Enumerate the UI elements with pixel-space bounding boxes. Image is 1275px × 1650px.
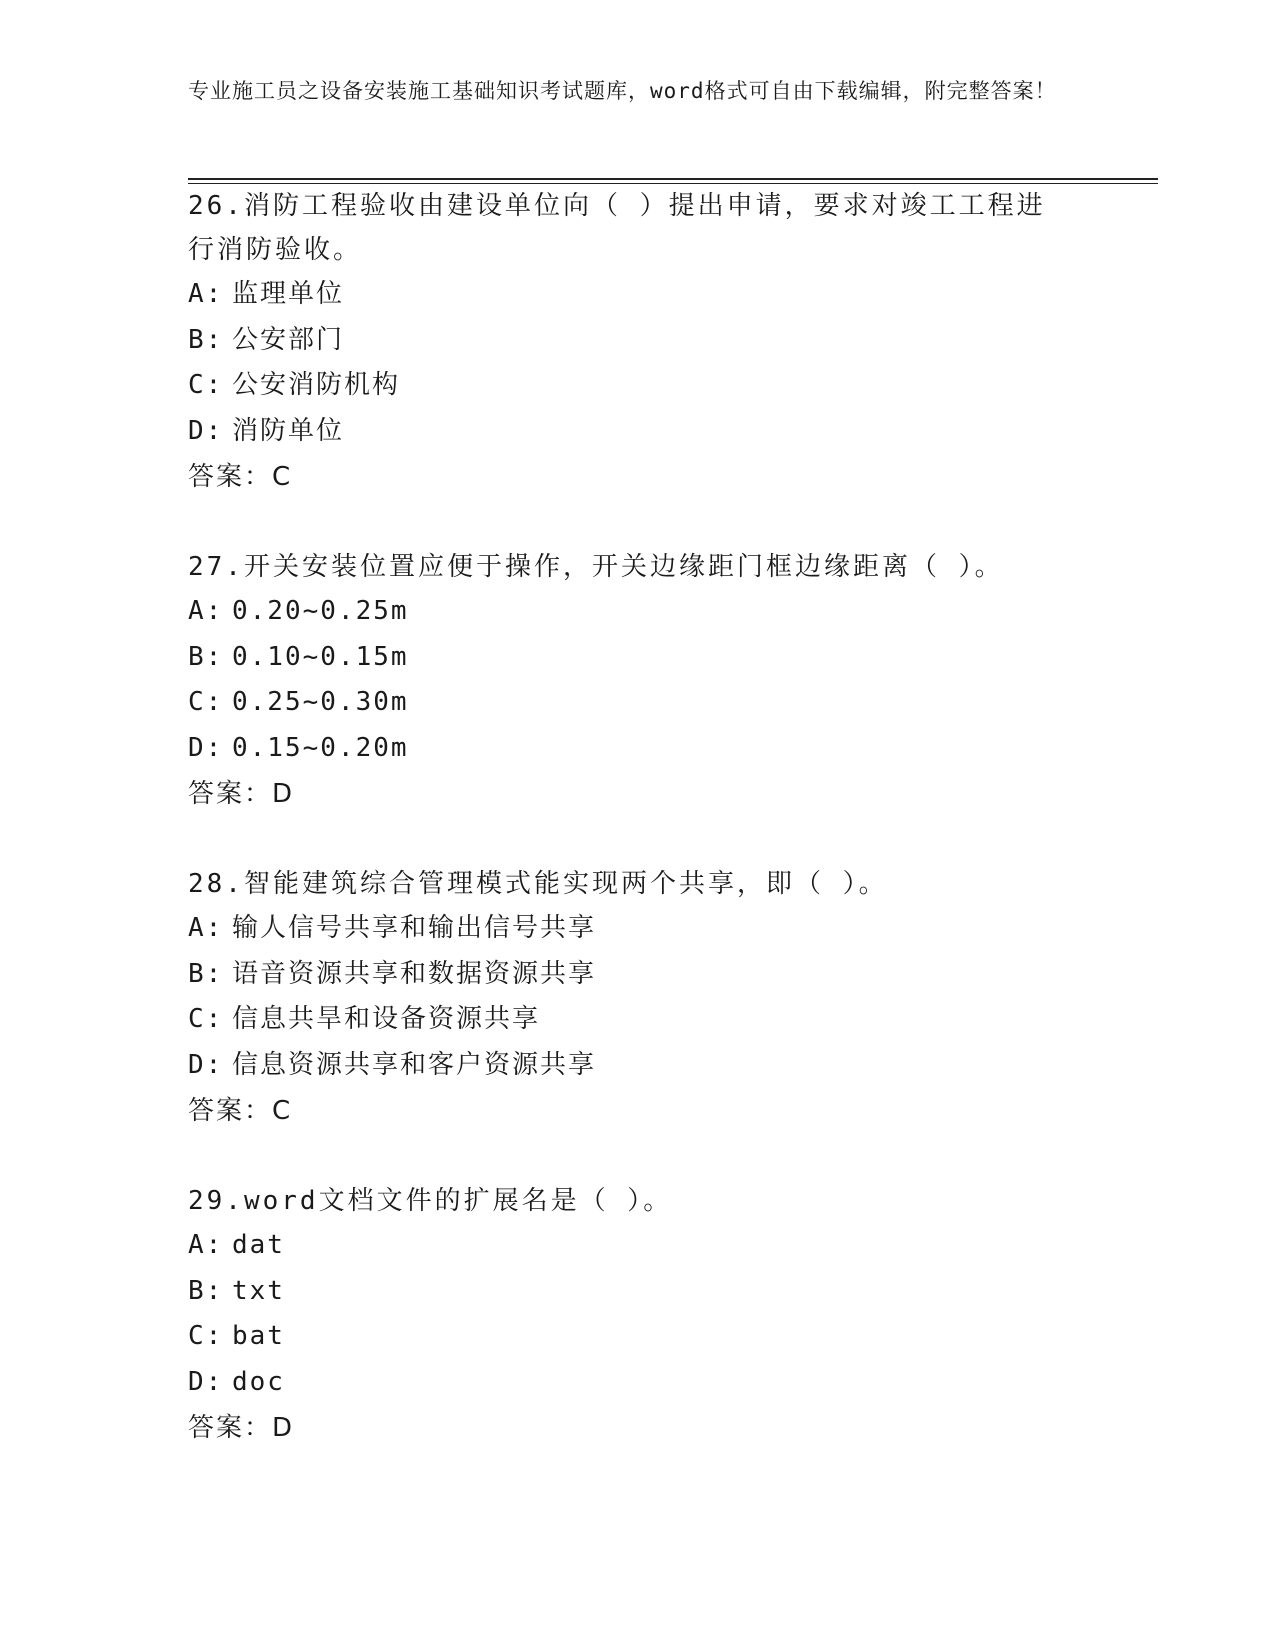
question-stem: 29.word文档文件的扩展名是（ ）。 <box>188 1186 673 1216</box>
option-c <box>188 1314 1088 1360</box>
option-a <box>188 589 1088 635</box>
option-a <box>188 906 1088 952</box>
option-key: B: <box>188 641 224 672</box>
option-text: doc <box>232 1366 285 1397</box>
option-key: C: <box>188 1004 224 1034</box>
option-key: D: <box>188 415 224 446</box>
option-key: D: <box>188 1366 224 1397</box>
question-stem: 27.开关安装位置应便于操作，开关边缘距门框边缘距离（ ）。 <box>188 552 1004 582</box>
question-29 <box>188 1179 1088 1451</box>
option-text: 消防单位 <box>232 415 345 446</box>
option-b <box>188 952 1088 998</box>
question-26 <box>188 184 1048 500</box>
option-text: bat <box>232 1321 285 1351</box>
option-d <box>188 726 1088 772</box>
option-d <box>188 1360 1088 1406</box>
option-text: 0.10~0.15m <box>232 641 409 672</box>
option-key: A: <box>188 913 224 943</box>
option-c <box>188 363 1048 409</box>
option-text: 0.25~0.30m <box>232 687 409 717</box>
answer: 答案：D <box>188 1413 295 1443</box>
option-key: A: <box>188 279 224 309</box>
option-key: C: <box>188 370 224 400</box>
option-c <box>188 997 1088 1043</box>
option-text: 信息共旱和设备资源共享 <box>232 1004 541 1034</box>
option-key: B: <box>188 958 224 989</box>
option-key: C: <box>188 1321 224 1351</box>
option-key: C: <box>188 687 224 717</box>
option-d <box>188 1043 1088 1089</box>
question-28 <box>188 862 1088 1134</box>
option-text: 0.15~0.20m <box>232 732 409 763</box>
option-b <box>188 635 1088 681</box>
question-stem: 28.智能建筑综合管理模式能实现两个共享，即（ ）。 <box>188 869 888 899</box>
option-text: 监理单位 <box>232 279 345 309</box>
document-header: 专业施工员之设备安装施工基础知识考试题库，word格式可自由下载编辑，附完整答案！ <box>188 79 1057 103</box>
option-text: 输人信号共享和输出信号共享 <box>232 913 597 943</box>
option-text: 信息资源共享和客户资源共享 <box>232 1049 597 1080</box>
question-stem: 26.消防工程验收由建设单位向（ ）提出申请，要求对竣工工程进行消防验收。 <box>188 191 1046 265</box>
option-text: 0.20~0.25m <box>232 596 409 626</box>
option-key: D: <box>188 1049 224 1080</box>
option-text: dat <box>232 1230 285 1260</box>
option-b <box>188 1269 1088 1315</box>
option-text: 语音资源共享和数据资源共享 <box>232 958 597 989</box>
option-a <box>188 272 1048 318</box>
option-d <box>188 409 1048 455</box>
option-key: B: <box>188 324 224 355</box>
option-b <box>188 318 1048 364</box>
option-a <box>188 1223 1088 1269</box>
option-text: txt <box>232 1275 285 1306</box>
question-27 <box>188 545 1088 817</box>
option-text: 公安部门 <box>232 324 345 355</box>
option-text: 公安消防机构 <box>232 370 401 400</box>
option-key: A: <box>188 596 224 626</box>
answer: 答案：C <box>188 462 293 492</box>
option-key: A: <box>188 1230 224 1260</box>
option-key: B: <box>188 1275 224 1306</box>
option-key: D: <box>188 732 224 763</box>
answer: 答案：C <box>188 1096 293 1126</box>
option-c <box>188 680 1088 726</box>
answer: 答案：D <box>188 779 295 809</box>
